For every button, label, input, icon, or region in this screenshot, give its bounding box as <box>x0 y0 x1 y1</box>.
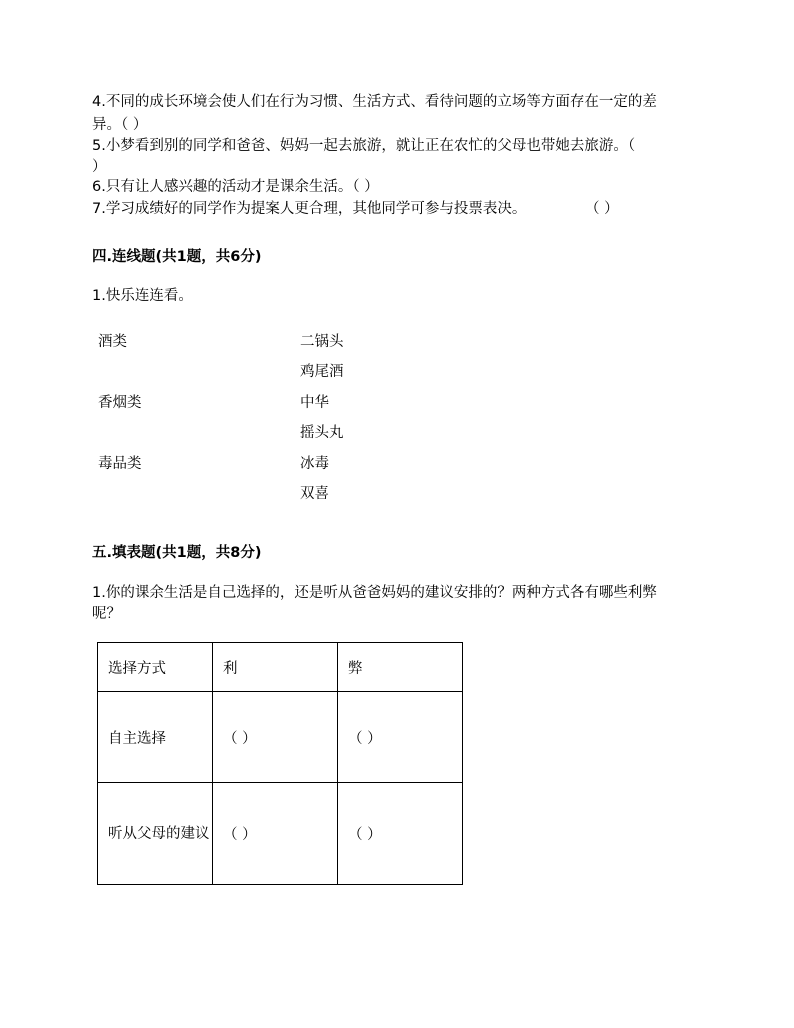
table-header-cell: 选择方式 <box>98 643 213 692</box>
question-6: 6.只有让人感兴趣的活动才是课余生活。（ ） <box>92 179 379 195</box>
question-4-line-1: 4.不同的成长环境会使人们在行为习惯、生活方式、看待问题的立场等方面存在一定的差 <box>92 94 657 110</box>
fill-table <box>97 642 463 885</box>
match-right-item: 鸡尾酒 <box>300 364 344 380</box>
match-right-item: 中华 <box>300 395 329 411</box>
row-label: 听从父母的建议 <box>98 783 213 885</box>
match-right-item: 摇头丸 <box>300 425 344 441</box>
table-row <box>98 783 463 885</box>
table-header-cell: 弊 <box>338 643 463 692</box>
match-left-item: 毒品类 <box>98 456 142 472</box>
section-5-heading: 五.填表题(共1题，共8分) <box>92 545 262 561</box>
question-5-line-2: ） <box>92 159 107 175</box>
table-header-row <box>98 643 463 692</box>
question-7-answer-blank: （ ） <box>585 201 619 217</box>
match-right-item: 双喜 <box>300 486 329 502</box>
match-left-item: 酒类 <box>98 334 127 350</box>
answer-blank[interactable]: （ ） <box>213 692 338 783</box>
match-right-item: 冰毒 <box>300 456 329 472</box>
match-right-item: 二锅头 <box>300 334 344 350</box>
question-5-line-1: 5.小梦看到别的同学和爸爸、妈妈一起去旅游，就让正在农忙的父母也带她去旅游。（ <box>92 138 636 154</box>
question-7: 7.学习成绩好的同学作为提案人更合理，其他同学可参与投票表决。 <box>92 201 527 217</box>
answer-blank[interactable]: （ ） <box>213 783 338 885</box>
section-4-question: 1.快乐连连看。 <box>92 288 193 304</box>
table-row <box>98 692 463 783</box>
match-left-item: 香烟类 <box>98 395 142 411</box>
section-4-heading: 四.连线题(共1题，共6分) <box>92 249 262 265</box>
table-header-cell: 利 <box>213 643 338 692</box>
answer-blank[interactable]: （ ） <box>338 783 463 885</box>
section-5-question-line-1: 1.你的课余生活是自己选择的，还是听从爸爸妈妈的建议安排的？两种方式各有哪些利弊 <box>92 585 657 601</box>
question-4-line-2: 异。（ ） <box>92 117 148 133</box>
answer-blank[interactable]: （ ） <box>338 692 463 783</box>
row-label: 自主选择 <box>98 692 213 783</box>
section-5-question-line-2: 呢？ <box>92 606 121 622</box>
